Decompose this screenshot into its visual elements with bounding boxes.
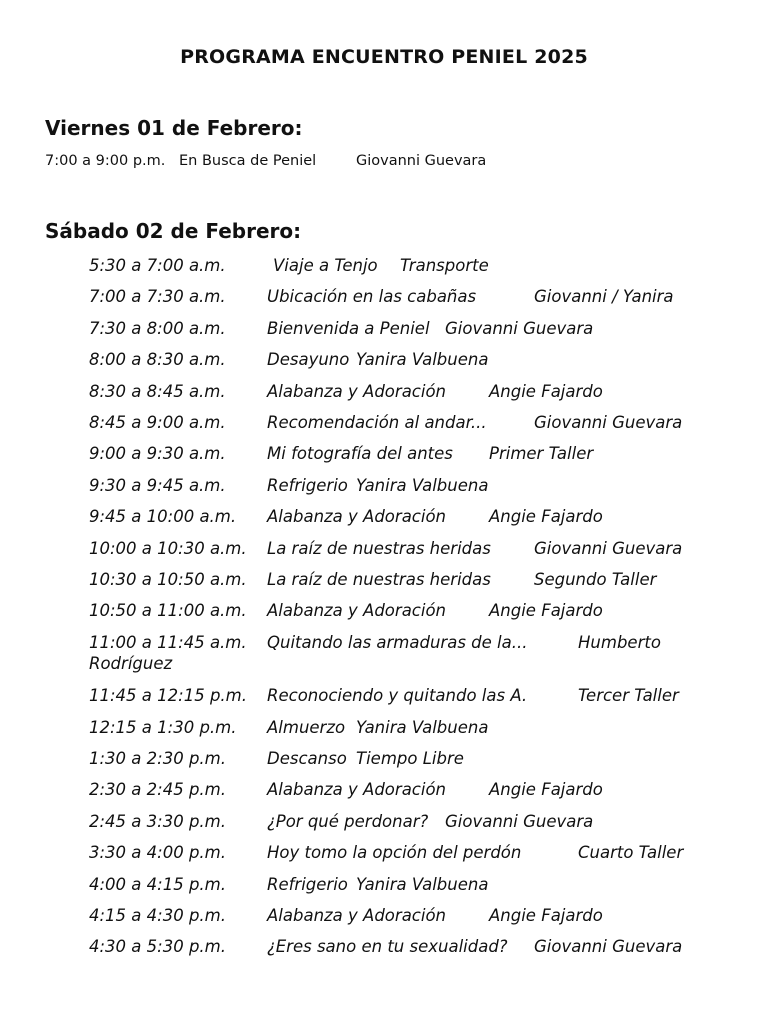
schedule-activity: Ubicación en las cabañas (267, 287, 477, 307)
schedule-time: 4:15 a 4:30 p.m. (89, 905, 226, 925)
schedule-activity: Recomendación al andar... (267, 412, 487, 432)
schedule-person-continuation: Rodríguez (89, 653, 173, 673)
schedule-row (89, 718, 729, 749)
schedule-activity: Alabanza y Adoración (267, 905, 447, 925)
schedule-row (89, 350, 729, 381)
schedule-activity: Hoy tomo la opción del perdón (267, 843, 522, 863)
schedule-person: Giovanni / Yanira (534, 287, 674, 307)
schedule-person: Angie Fajardo (489, 381, 603, 401)
day2-schedule (89, 256, 729, 969)
schedule-row (89, 633, 729, 687)
schedule-person: Giovanni Guevara (534, 412, 683, 432)
schedule-activity: Descanso (267, 748, 347, 768)
schedule-time: 2:45 a 3:30 p.m. (89, 811, 226, 831)
schedule-row (89, 382, 729, 413)
schedule-activity: Almuerzo (267, 717, 346, 737)
schedule-activity: Desayuno (267, 350, 350, 370)
schedule-time: 3:30 a 4:00 p.m. (89, 843, 226, 863)
schedule-activity: Refrigerio (267, 475, 348, 495)
schedule-activity: Alabanza y Adoración (267, 507, 447, 527)
schedule-time: 7:00 a 9:00 p.m. (45, 153, 166, 169)
schedule-row (89, 570, 729, 601)
schedule-activity: En Busca de Peniel (179, 153, 317, 169)
schedule-time: 8:30 a 8:45 a.m. (89, 381, 226, 401)
schedule-activity: ¿Eres sano en tu sexualidad? (267, 937, 508, 957)
schedule-person: Segundo Taller (534, 569, 657, 589)
schedule-row (89, 937, 729, 968)
schedule-person: Tiempo Libre (356, 748, 464, 768)
schedule-person: Giovanni Guevara (356, 153, 487, 169)
schedule-person: Transporte (400, 256, 489, 275)
schedule-time: 4:00 a 4:15 p.m. (89, 874, 226, 894)
schedule-time: 10:50 a 11:00 a.m. (89, 601, 247, 621)
schedule-person: Yanira Valbuena (356, 350, 489, 370)
schedule-person: Giovanni Guevara (534, 538, 683, 558)
schedule-person: Angie Fajardo (489, 780, 603, 800)
schedule-row (89, 601, 729, 632)
schedule-activity: La raíz de nuestras heridas (267, 569, 491, 589)
schedule-row (89, 319, 729, 350)
schedule-time: 9:30 a 9:45 a.m. (89, 475, 226, 495)
schedule-time: 11:00 a 11:45 a.m. (89, 632, 247, 652)
schedule-person: Giovanni Guevara (534, 937, 683, 957)
schedule-row (89, 686, 729, 717)
schedule-activity: ¿Por qué perdonar? (267, 811, 429, 831)
schedule-time: 1:30 a 2:30 p.m. (89, 748, 226, 768)
schedule-person: Cuarto Taller (578, 843, 684, 863)
schedule-time: 4:30 a 5:30 p.m. (89, 937, 226, 957)
schedule-row (89, 507, 729, 538)
schedule-time: 9:45 a 10:00 a.m. (89, 507, 237, 527)
schedule-time: 9:00 a 9:30 a.m. (89, 444, 226, 464)
schedule-person: Giovanni Guevara (445, 318, 594, 338)
schedule-activity: Bienvenida a Peniel (267, 318, 430, 338)
schedule-activity: Alabanza y Adoración (267, 381, 447, 401)
schedule-row (89, 256, 729, 287)
schedule-activity: Viaje a Tenjo (273, 256, 378, 275)
schedule-activity: Reconociendo y quitando las A. (267, 686, 528, 706)
schedule-person: Yanira Valbuena (356, 717, 489, 737)
day2-heading: Sábado 02 de Febrero: (45, 219, 302, 243)
schedule-row (89, 843, 729, 874)
schedule-row (89, 476, 729, 507)
schedule-person: Angie Fajardo (489, 905, 603, 925)
schedule-row (89, 287, 729, 318)
day1-heading: Viernes 01 de Febrero: (45, 116, 303, 140)
schedule-row (89, 812, 729, 843)
schedule-activity: Alabanza y Adoración (267, 601, 447, 621)
schedule-row (89, 539, 729, 570)
schedule-person: Primer Taller (489, 444, 594, 464)
schedule-time: 10:30 a 10:50 a.m. (89, 569, 247, 589)
schedule-row (89, 749, 729, 780)
schedule-person: Humberto (578, 632, 661, 652)
schedule-time: 5:30 a 7:00 a.m. (89, 256, 226, 275)
schedule-time: 2:30 a 2:45 p.m. (89, 780, 226, 800)
schedule-activity: Alabanza y Adoración (267, 780, 447, 800)
schedule-activity: Quitando las armaduras de la... (267, 632, 528, 652)
schedule-time: 8:00 a 8:30 a.m. (89, 350, 226, 370)
schedule-person: Tercer Taller (578, 686, 679, 706)
schedule-activity: La raíz de nuestras heridas (267, 538, 491, 558)
schedule-time: 12:15 a 1:30 p.m. (89, 717, 237, 737)
schedule-activity: Mi fotografía del antes (267, 444, 453, 464)
schedule-time: 7:30 a 8:00 a.m. (89, 318, 226, 338)
schedule-activity: Refrigerio (267, 874, 348, 894)
schedule-time: 8:45 a 9:00 a.m. (89, 412, 226, 432)
schedule-row (89, 875, 729, 906)
schedule-time: 11:45 a 12:15 p.m. (89, 686, 247, 706)
schedule-row (89, 444, 729, 475)
schedule-row (89, 906, 729, 937)
schedule-row (89, 780, 729, 811)
schedule-person: Giovanni Guevara (445, 811, 594, 831)
schedule-person: Yanira Valbuena (356, 874, 489, 894)
schedule-row (89, 413, 729, 444)
schedule-time: 7:00 a 7:30 a.m. (89, 287, 226, 307)
page-title: PROGRAMA ENCUENTRO PENIEL 2025 (180, 46, 588, 68)
schedule-person: Yanira Valbuena (356, 475, 489, 495)
schedule-person: Angie Fajardo (489, 601, 603, 621)
schedule-time: 10:00 a 10:30 a.m. (89, 538, 247, 558)
schedule-person: Angie Fajardo (489, 507, 603, 527)
